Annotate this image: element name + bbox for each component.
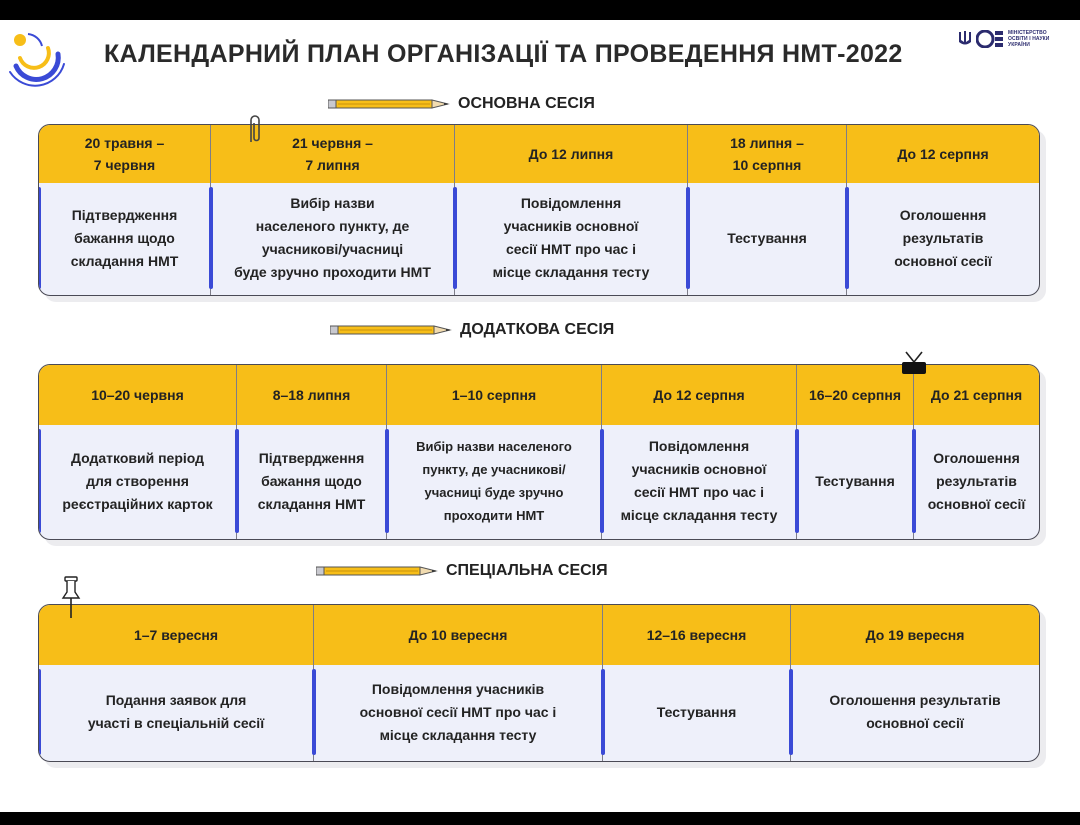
date-cell: 8–18 липня [237, 365, 387, 425]
date-cell: До 12 липня [455, 125, 688, 183]
event-cell [797, 423, 914, 539]
date-row [39, 365, 1039, 425]
event-cell [602, 423, 797, 539]
date-cell: До 10 вересня [314, 605, 603, 665]
session-main-panel [38, 124, 1040, 296]
event-text: Додатковий період для створення реєстраційних карток [62, 449, 213, 512]
event-row [39, 663, 1039, 761]
event-cell [847, 181, 1039, 295]
event-cell [39, 423, 237, 539]
event-text: Повідомлення учасників основної сесії НМТ про час і місце складання тесту [492, 195, 650, 280]
session-special-panel [38, 604, 1040, 762]
event-text: Оголошення результатів основної сесії [894, 206, 992, 269]
session-additional-panel [38, 364, 1040, 540]
event-text: Оголошення результатів основної сесії [927, 449, 1026, 512]
ministry-line-2: ОСВІТИ І НАУКИ [1008, 36, 1050, 42]
date-cell: 1–7 вересня [39, 605, 314, 665]
date-cell: До 21 серпня [930, 387, 1023, 403]
session-label-text: ДОДАТКОВА СЕСІЯ [460, 321, 615, 338]
date-cell: 1–10 серпня [387, 365, 602, 425]
date-cell: 10–20 червня [39, 365, 237, 425]
event-cell [314, 663, 603, 761]
event-text: Повідомлення учасників основної сесії НМТ про час і місце складання тесту [359, 680, 557, 743]
date-cell: 21 червня – 7 липня [211, 125, 455, 183]
event-cell [387, 423, 602, 539]
event-text: Підтвердження бажання щодо складання НМТ [257, 449, 366, 512]
pencil-icon [328, 98, 452, 110]
date-row [39, 605, 1039, 665]
event-cell [39, 181, 211, 295]
date-cell: До 19 вересня [865, 627, 965, 643]
trident-icon [958, 30, 972, 48]
moe-mark-icon [976, 30, 1004, 48]
date-cell: До 12 серпня [897, 146, 989, 162]
event-text: Тестування [727, 229, 807, 246]
pencil-icon [330, 324, 454, 336]
event-cell [688, 181, 847, 295]
page-title: КАЛЕНДАРНИЙ ПЛАН ОРГАНІЗАЦІЇ ТА ПРОВЕДЕННЯ НМТ-2022 [104, 40, 903, 68]
event-text: Подання заявок для участі в спеціальній сесії [87, 692, 265, 731]
event-text: Підтвердження бажання щодо складання НМТ [70, 206, 179, 269]
event-text: Вибір назви населеного пункту, де учасникові/ учасниці буде зручно проходити НМТ [416, 439, 572, 523]
date-cell: 18 липня – 10 серпня [688, 125, 847, 183]
event-cell [39, 663, 314, 761]
event-text: Вибір назви населеного пункту, де учасникові/учасниці буде зручно проходити НМТ [234, 195, 431, 280]
event-cell [455, 181, 688, 295]
pencil-icon [316, 565, 440, 577]
top-black-bar [0, 0, 1080, 20]
session-label-text: СПЕЦІАЛЬНА СЕСІЯ [446, 562, 608, 579]
session-label-main [328, 94, 595, 114]
event-text: Повідомлення учасників основної сесії НМТ про час і місце складання тесту [620, 438, 778, 523]
date-row [39, 125, 1039, 183]
ministry-line-3: УКРАЇНИ [1008, 42, 1030, 48]
bottom-black-bar [0, 812, 1080, 825]
paperclip-icon [246, 114, 264, 146]
date-cell: 16–20 серпня [797, 365, 914, 425]
push-pin-icon [60, 576, 82, 620]
ministry-logo [958, 30, 1060, 48]
event-cell [914, 423, 1039, 539]
ministry-line-1: МІНІСТЕРСТВО [1008, 30, 1047, 36]
session-label-text: ОСНОВНА СЕСІЯ [458, 95, 595, 112]
session-label-special [316, 561, 608, 581]
session-label-additional [330, 320, 614, 340]
event-text: Тестування [656, 703, 737, 720]
event-cell [791, 663, 1039, 761]
nmt-logo-icon [6, 24, 66, 94]
event-text: Оголошення результатів основної сесії [829, 692, 1001, 731]
event-cell [603, 663, 791, 761]
event-row [39, 181, 1039, 295]
event-text: Тестування [815, 472, 895, 489]
date-cell: 20 травня – 7 червня [39, 125, 211, 183]
binder-clip-icon [898, 350, 930, 376]
date-cell: 12–16 вересня [603, 605, 791, 665]
event-cell [237, 423, 387, 539]
event-row [39, 423, 1039, 539]
event-cell [211, 181, 455, 295]
date-cell: До 12 серпня [602, 365, 797, 425]
